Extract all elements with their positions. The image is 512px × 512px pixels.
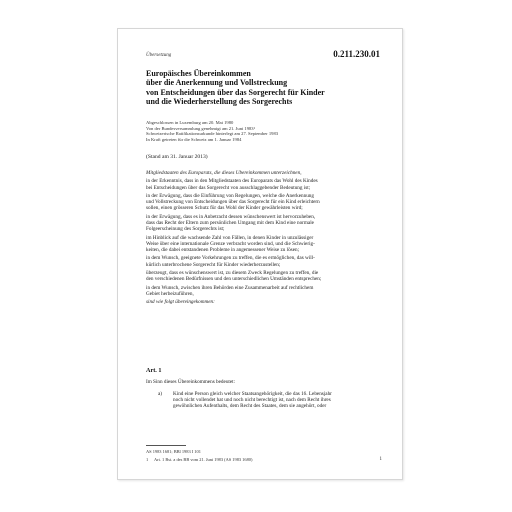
- article-intro: Im Sinn dieses Übereinkommens bedeutet:: [146, 379, 236, 385]
- status-date: (Stand am 31. Januar 2013): [146, 154, 208, 160]
- meta-line: Schweizerische Ratifikationsurkunde hinterlegt am 27. September 1983: [146, 131, 279, 137]
- meta-line: Von der Bundesversammlung genehmigt am 21. Juni 1983¹: [146, 125, 255, 131]
- document-page: [117, 28, 403, 480]
- sr-number: 0.211.230.01: [333, 49, 380, 59]
- footnote-text: Art. 1 Bst. a des BB vom 21. Juni 1983 (AS 1983 1680): [154, 457, 253, 462]
- preamble-line: in der Erkenntnis, dass in den Mitgliedstaaten des Europarats das Wohl des Kindes: [146, 178, 318, 185]
- preamble: [146, 170, 389, 305]
- preamble-line: in der Erwägung, dass es in Anbetracht dessen wünschenswert ist hervorzuheben,: [146, 213, 316, 220]
- item-line: gewöhnlichen Aufenthalts, dem Recht des Staates, dem sie angehört, oder: [173, 403, 327, 410]
- preamble-line: sind wie folgt übereingekommen:: [146, 299, 215, 306]
- as-reference: AS 1983 1681; BBl 1983 I 101: [146, 449, 201, 454]
- translation-label: Übersetzung: [146, 53, 172, 58]
- preamble-line: Mitgliedstaaten des Europarats, die dieses Übereinkommen unterzeichnen,: [146, 170, 302, 176]
- footnote: [146, 457, 252, 462]
- meta-line: Abgeschlossen in Luxemburg am 20. Mai 1980: [146, 120, 234, 125]
- preamble-line: sollen, einen grösseren Schutz für das Wohl der Kinder gewährleisten wird;: [146, 205, 303, 212]
- title-line: von Entscheidungen über das Sorgerecht für Kinder: [146, 87, 325, 97]
- meta-line: In Kraft getreten für die Schweiz am 1. Januar 1984: [146, 136, 242, 142]
- preamble-line: überzeugt, dass es wünschenswert ist, zu diesem Zweck Regelungen zu treffen, die: [146, 269, 319, 276]
- item-letter: a): [158, 391, 163, 397]
- preamble-line: bei Entscheidungen über das Sorgerecht von ausschlaggebender Bedeutung ist;: [146, 184, 311, 191]
- item-line: Kind eine Person gleich welcher Staatsangehörigkeit, die das 16. Lebensjahr: [173, 391, 332, 397]
- item-line: noch nicht vollendet hat und noch nicht berechtigt ist, nach dem Recht ihres: [173, 397, 331, 404]
- preamble-line: im Hinblick auf die wachsende Zahl von Fällen, in denen Kinder in unzulässiger: [146, 234, 314, 241]
- preamble-line: und Vollstreckung von Entscheidungen über das Sorgerecht für ein Kind erleichtern: [146, 199, 320, 206]
- footnote-number: 1: [146, 457, 149, 462]
- preamble-line: in dem Wunsch, zwischen ihren Behörden eine Zusammenarbeit auf rechtlichem: [146, 284, 314, 291]
- preamble-line: Folgeerscheinung des Sorgerechts ist;: [146, 226, 225, 233]
- preamble-line: dass das Recht der Eltern zum persönlichen Umgang mit dem Kind eine normale: [146, 219, 314, 226]
- preamble-line: keiten, die dabei entstandenen Probleme in angemessener Weise zu lösen;: [146, 246, 300, 253]
- preamble-line: in dem Wunsch, geeignete Vorkehrungen zu treffen, die es ermöglichen, das will-: [146, 255, 315, 262]
- preamble-line: in der Erwägung, dass die Einführung von Regelungen, welche die Anerkennung: [146, 192, 314, 199]
- document-metadata: [146, 120, 278, 142]
- title-line: Europäisches Übereinkommen: [146, 69, 251, 78]
- title-line: über die Anerkennung und Vollstreckung: [146, 78, 288, 88]
- article-heading: Art. 1: [146, 367, 162, 374]
- page-number: 1: [379, 457, 382, 462]
- title-line: und die Wiederherstellung des Sorgerechts: [146, 97, 293, 107]
- preamble-line: den verschiedenen Bedürfnissen und den unterschiedlichen Umständen entsprechen;: [146, 276, 322, 283]
- footnote-divider: [146, 445, 186, 446]
- preamble-line: Gebiet herbeizuführen,: [146, 290, 194, 297]
- article-item-text: [173, 391, 389, 410]
- preamble-line: kürlich unterbrochene Sorgerecht für Kinder wiederherzustellen;: [146, 261, 281, 268]
- preamble-line: Weise über eine internationale Grenze verbracht worden sind, und die Schwierig-: [146, 240, 315, 247]
- document-title: [146, 69, 381, 107]
